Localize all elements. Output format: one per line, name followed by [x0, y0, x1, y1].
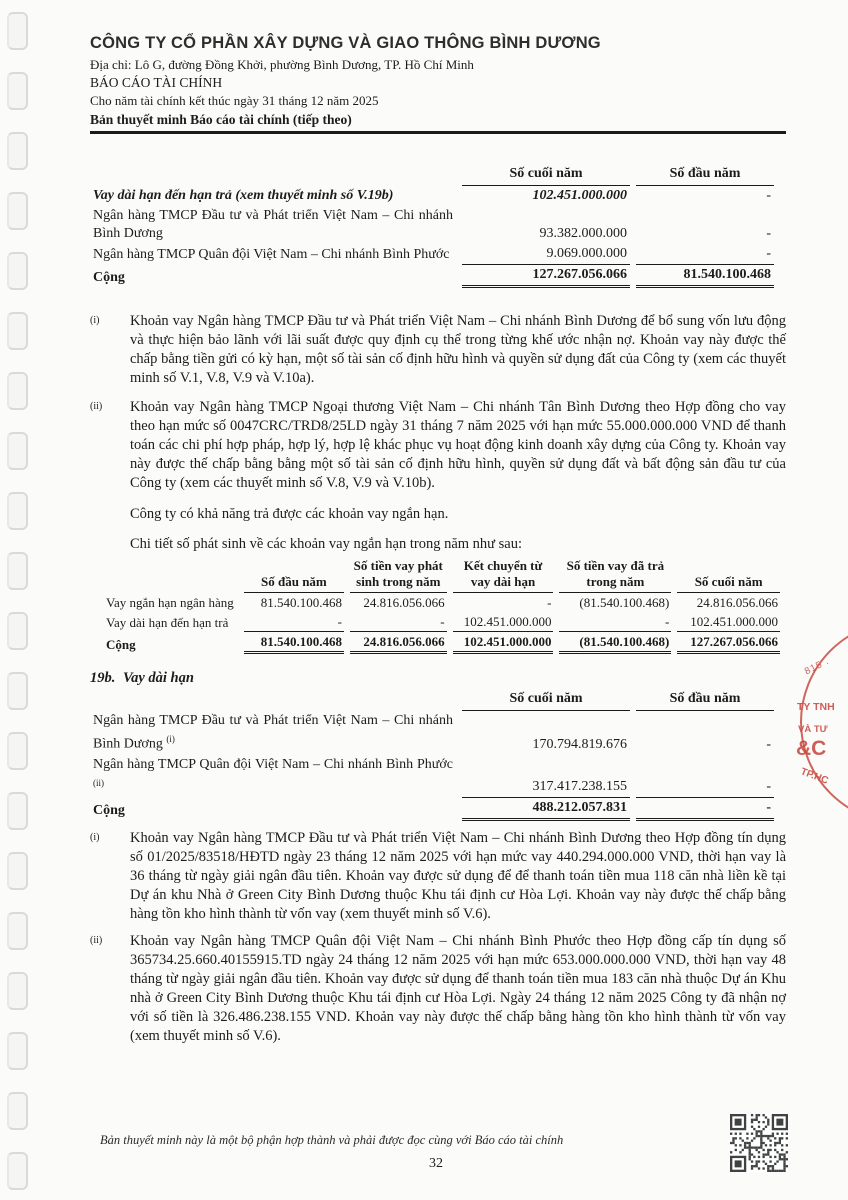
binding-hole [7, 432, 28, 470]
table-total-row: Cộng 488.212.057.831 - [90, 798, 774, 821]
binding-hole [7, 852, 28, 890]
movement-table [98, 557, 786, 654]
note-text: Khoản vay Ngân hàng TMCP Đầu tư và Phát triển Việt Nam – Chi nhánh Bình Dương để bổ sung vốn lưu động và thực hiện bảo lãnh với lãi suất được quy định cụ thể trong từng khế ước nhận nợ. Khoản vay này được thế chấp bằng tiền gửi có kỳ hạn, một số tài sản cố định hữu hình và quyền sử dụng đất của Công ty (xem các thuyết minh số V.1, V.8, V.9 và V.10a). [130, 313, 786, 386]
binding-hole [7, 1032, 28, 1070]
binding-hole [7, 132, 28, 170]
binding-hole [7, 372, 28, 410]
binding-hole [7, 192, 28, 230]
stamp-ring [800, 620, 848, 824]
table-row: Ngân hàng TMCP Quân đội Việt Nam – Chi nhánh Bình Phước $^{(ii)}$ 317.417.238.155 - [90, 755, 774, 799]
stamp-text: TY TNH [797, 701, 835, 713]
note-item [90, 932, 786, 1046]
solvency-statement: Công ty có khả năng trả được các khoản vay ngắn hạn. [130, 506, 449, 522]
table-row: Ngân hàng TMCP Đầu tư và Phát triển Việt Nam – Chi nhánh Bình Dương $^{(i)}$ 170.794.819.676 - [93, 713, 771, 752]
binding-hole [7, 1152, 28, 1190]
company-name: CÔNG TY CỔ PHẦN XÂY DỰNG VÀ GIAO THÔNG BÌNH DƯƠNG [90, 34, 601, 52]
long-term-loans-table [84, 689, 780, 821]
section-19b-heading [90, 670, 786, 687]
stamp-text: TP.HC [798, 766, 830, 787]
table-header-row [104, 557, 780, 593]
report-title: BÁO CÁO TÀI CHÍNH [90, 75, 223, 90]
note-marker: (i) [90, 832, 100, 844]
binding-hole [7, 972, 28, 1010]
page-number: 32 [429, 1156, 443, 1171]
table-row: Ngân hàng TMCP Quân đội Việt Nam – Chi nhánh Bình Phước 9.069.000.000 - [90, 244, 774, 265]
note-text: Khoản vay Ngân hàng TMCP Đầu tư và Phát triển Việt Nam – Chi nhánh Bình Dương theo Hợp đồng tín dụng số 01/2025/83518/HĐTD ngày 23 tháng 12 năm 2025 với hạn mức vay 440.294.000.000 VND, thời hạn vay là 36 tháng từ ngày giải ngân đầu tiên. Khoản vay được sử dụng để để thanh toán tiền mua 118 căn nhà liền kề tại Dự án khu Nhà ở Green City Bình Dương thuộc Khu tái định cư Hòa Lợi. Khoản vay này được thế chấp bằng hàng tồn kho hình thành từ vốn vay (xem thuyết minh số V.6). [130, 830, 786, 923]
fiscal-period: Cho năm tài chính kết thúc ngày 31 tháng 12 năm 2025 [90, 93, 379, 108]
col-header-begin: Số đầu năm [636, 689, 774, 711]
stamp-text: VÀ TƯ [798, 724, 828, 735]
binding-hole [7, 12, 28, 50]
binding-hole [7, 672, 28, 710]
binding-hole [7, 492, 28, 530]
col-header: Số tiền vay đã trả trong năm [559, 557, 671, 593]
col-header: Kết chuyển từ vay dài hạn [453, 557, 554, 593]
col-header-begin: Số đầu năm [636, 164, 774, 186]
col-header: Số đầu năm [244, 557, 344, 593]
row-label: Ngân hàng TMCP Quân đội Việt Nam – Chi nhánh Bình Phước [93, 756, 453, 772]
binding-hole [7, 252, 28, 290]
table-header-row [90, 689, 774, 711]
binding-holes [7, 12, 33, 1200]
note-item [90, 312, 786, 388]
binding-hole [7, 792, 28, 830]
section-number: 19b. [90, 670, 116, 686]
binding-hole [7, 1092, 28, 1130]
binding-hole [7, 312, 28, 350]
row-label: Ngân hàng TMCP Đầu tư và Phát triển Việt Nam – Chi nhánh Bình Dương [93, 713, 453, 752]
table-row: Ngân hàng TMCP Đầu tư và Phát triển Việt Nam – Chi nhánh Bình Dương 93.382.000.000 - [93, 208, 771, 241]
note-marker: (ii) [90, 401, 103, 412]
binding-hole [7, 612, 28, 650]
footer-note: Bản thuyết minh này là một bộ phận hợp thành và phải được đọc cùng với Báo cáo tài chính [100, 1133, 564, 1147]
section-subtitle: Bản thuyết minh Báo cáo tài chính (tiếp theo) [90, 112, 352, 127]
stamp-text: &C [796, 737, 827, 760]
binding-hole [7, 912, 28, 950]
note-text: Khoản vay Ngân hàng TMCP Quân đội Việt Nam – Chi nhánh Bình Phước theo Hợp đồng cấp tín dụng số 365734.25.660.40155915.TD ngày 24 tháng 12 năm 2025 với hạn mức 653.000.000.000 VND, thời hạn vay 48 tháng từ ngày giải ngân đầu tiên. Khoản vay được sử dụng để thanh toán tiền mua 183 căn nhà thuộc Dự án Khu nhà ở Green City Bình Dương thuộc Khu tái định cư Hòa Lợi. Ngày 24 tháng 12 năm 2025 Công ty đã nhận nợ với số tiền là 326.486.238.155 VND. Khoản vay này được thế chấp bằng hàng tồn kho hình thành từ vốn vay (xem thuyết minh số V.6). [130, 933, 786, 1045]
current-loans-table [84, 164, 780, 288]
binding-hole [7, 72, 28, 110]
note-ref: (i) [166, 734, 175, 744]
audit-stamp-fragment [795, 645, 848, 800]
note-item [90, 829, 786, 924]
note-marker: (ii) [90, 935, 103, 947]
qr-code [730, 1114, 788, 1172]
note-ref: (ii) [93, 777, 104, 788]
note-marker: (i) [90, 315, 100, 326]
note-item [90, 398, 786, 493]
company-address: Địa chỉ: Lô G, đường Đồng Khởi, phường Bình Dương, TP. Hồ Chí Minh [90, 57, 474, 72]
table-row: Vay dài hạn đến hạn trả (xem thuyết minh số V.19b) 102.451.000.000 - [93, 188, 771, 203]
movement-intro: Chi tiết số phát sinh về các khoản vay ngắn hạn trong năm như sau: [130, 536, 523, 552]
table-total-row: Cộng 81.540.100.468 24.816.056.066 102.451.000.000 (81.540.100.468) 127.267.056.066 [106, 634, 778, 652]
col-header-end: Số cuối năm [462, 689, 630, 711]
col-header: Số cuối năm [677, 557, 780, 593]
note-text: Khoản vay Ngân hàng TMCP Ngoại thương Việt Nam – Chi nhánh Tân Bình Dương theo Hợp đồng cho vay theo hạn mức số 0047CRC/TRD8/25LD ngày 31 tháng 7 năm 2025 với hạn mức 55.000.000.000 VND để thanh toán các chi phí hợp pháp, hợp lý, hợp lệ khác phục vụ hoạt động kinh doanh xây dựng của Công ty. Khoản vay này được thế chấp bằng bằng một số tài sản cố định hữu hình, quyền sử dụng đất và bất động sản đầu tư của Công ty (xem các thuyết minh số V.8, V.9 và V.10b). [130, 399, 786, 491]
col-header: Số tiền vay phát sinh trong năm [350, 557, 447, 593]
binding-hole [7, 552, 28, 590]
col-header-end: Số cuối năm [462, 164, 630, 186]
section-title: Vay dài hạn [123, 670, 194, 686]
table-row: Vay ngắn hạn ngân hàng 81.540.100.468 24.816.056.066 - (81.540.100.468) 24.816.056.066 [106, 595, 778, 610]
table-row: Vay dài hạn đến hạn trả - - 102.451.000.000 - 102.451.000.000 [106, 614, 778, 630]
table-header-row [90, 164, 774, 186]
table-total-row: Cộng 127.267.056.066 81.540.100.468 [90, 265, 774, 288]
header-rule [90, 131, 786, 134]
binding-hole [7, 732, 28, 770]
stamp-text: 815 . [802, 655, 832, 678]
